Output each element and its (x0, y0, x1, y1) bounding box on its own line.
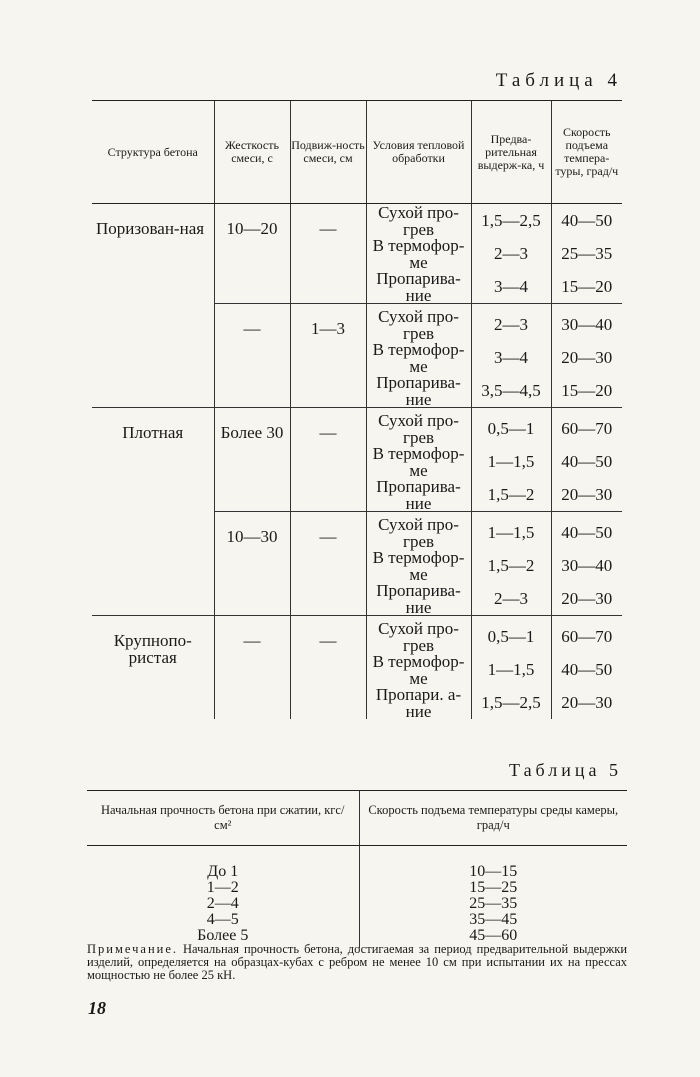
condition-line: ме (409, 252, 428, 272)
condition-line: грев (402, 219, 435, 239)
condition-line: грев (402, 531, 435, 551)
strength-value: 4—5 (206, 911, 239, 928)
rate-value: 35—45 (469, 911, 518, 928)
footnote-text: Начальная прочность бетона, достигаемая за период предварительной выдержки изделий, определяется на образцах-кубах с ребром не менее 10 см при испытании их на прессах мощностью не более 25 кН. (87, 942, 628, 982)
rate-value: 40—50 (561, 660, 613, 679)
condition-line: Сухой про- (378, 203, 459, 222)
structure-cell: Плотная (92, 408, 214, 616)
condition-line: ме (409, 668, 428, 688)
condition-line: Пропари. а- (375, 685, 462, 704)
rate-value: 20—30 (561, 485, 613, 504)
rate-value: 30—40 (561, 315, 613, 334)
rate-cell (551, 408, 622, 512)
condition-line: Пропарива- (376, 269, 461, 288)
condition-line: грев (402, 323, 435, 343)
stiffness-cell: Более 30 (214, 408, 290, 512)
hold-value: 1—1,5 (487, 523, 535, 542)
condition-line: В термофор- (372, 444, 465, 463)
rate-value: 15—20 (561, 277, 613, 296)
hold-cell (471, 204, 551, 304)
conditions-cell (366, 204, 471, 304)
hold-value: 1—1,5 (487, 452, 535, 471)
table-4 (92, 100, 622, 719)
rate-value: 20—30 (561, 348, 613, 367)
table-5 (87, 790, 627, 948)
rate-cell (551, 616, 622, 720)
condition-line: ние (405, 493, 432, 513)
condition-line: Сухой про- (378, 619, 459, 638)
hold-value: 3,5—4,5 (481, 381, 541, 400)
header-initial-strength: Начальная прочность бетона при сжатии, кгс/см² (87, 791, 359, 846)
table4-header-row (92, 101, 622, 204)
hold-value: 3—4 (494, 277, 528, 296)
strength-value: До 1 (207, 863, 239, 880)
rate-value: 60—70 (561, 419, 613, 438)
mobility-cell: — (290, 408, 366, 512)
rate-value: 20—30 (561, 589, 613, 608)
hold-value: 0,5—1 (487, 419, 535, 438)
rate-value: 40—50 (561, 523, 613, 542)
condition-line: ме (409, 460, 428, 480)
header-hold: Предва-рительная выдерж-ка, ч (471, 101, 551, 204)
rate-value: 60—70 (561, 627, 613, 646)
table5-header-row (87, 791, 627, 846)
table-row (87, 846, 627, 949)
strength-value: 1—2 (206, 879, 239, 896)
header-mobility: Подвиж-ность смеси, см (290, 101, 366, 204)
hold-value: 1,5—2 (487, 485, 535, 504)
hold-cell (471, 408, 551, 512)
stiffness-cell: — (214, 304, 290, 408)
mobility-cell: — (290, 616, 366, 720)
conditions-cell (366, 512, 471, 616)
strength-value: 2—4 (206, 895, 239, 912)
hold-value: 1,5—2,5 (481, 693, 541, 712)
condition-line: грев (402, 635, 435, 655)
condition-line: Пропарива- (376, 373, 461, 392)
condition-line: Сухой про- (378, 307, 459, 326)
rate-value: 20—30 (561, 693, 613, 712)
hold-value: 1,5—2,5 (481, 211, 541, 230)
condition-line: ние (405, 701, 432, 721)
table-row (92, 616, 622, 720)
hold-value: 1—1,5 (487, 660, 535, 679)
header-stiffness: Жесткость смеси, с (214, 101, 290, 204)
stiffness-cell: — (214, 616, 290, 720)
condition-line: Сухой про- (378, 411, 459, 430)
structure-cell: Поризован-ная (96, 219, 205, 238)
condition-line: Пропарива- (376, 581, 461, 600)
hold-cell (471, 304, 551, 408)
rate-value: 40—50 (561, 211, 613, 230)
rate-cell (551, 512, 622, 616)
mobility-cell: — (290, 512, 366, 616)
condition-line: ние (405, 389, 432, 409)
header-structure: Структура бетона (92, 101, 214, 204)
stiffness-cell: 10—20 (214, 204, 290, 304)
conditions-cell (366, 408, 471, 512)
table-row (92, 408, 622, 512)
page-number: 18 (88, 998, 106, 1018)
condition-line: грев (402, 427, 435, 447)
conditions-cell (366, 304, 471, 408)
rate-value: 25—35 (469, 895, 518, 912)
hold-value: 2—3 (494, 244, 528, 263)
structure-cell: Крупнопо-ристая (92, 616, 214, 720)
footnote-lead: Примечание. (87, 942, 179, 956)
rate-cell (551, 204, 622, 304)
hold-cell (471, 512, 551, 616)
header-temp-rate: Скорость подъема температуры среды камеры, град/ч (359, 791, 627, 846)
condition-line: Сухой про- (378, 515, 459, 534)
rate-cell (551, 304, 622, 408)
table5-title: Таблица 5 (509, 760, 622, 780)
conditions-cell (366, 616, 471, 720)
stiffness-cell: 10—30 (214, 512, 290, 616)
table-row (92, 204, 622, 304)
hold-cell (471, 616, 551, 720)
rate-value: 25—35 (561, 244, 613, 263)
condition-line: ние (405, 597, 432, 617)
strength-cell (87, 846, 359, 949)
rate-value: 15—20 (561, 381, 613, 400)
header-rate: Скорость подъема темпера-туры, град/ч (551, 101, 622, 204)
footnote (87, 943, 627, 982)
rate-value: 40—50 (561, 452, 613, 471)
hold-value: 2—3 (494, 589, 528, 608)
condition-line: В термофор- (372, 236, 465, 255)
condition-line: В термофор- (372, 652, 465, 671)
header-conditions: Условия тепловой обработки (366, 101, 471, 204)
condition-line: В термофор- (372, 340, 465, 359)
hold-value: 0,5—1 (487, 627, 535, 646)
condition-line: Пропарива- (376, 477, 461, 496)
hold-value: 2—3 (494, 315, 528, 334)
rate-cell (359, 846, 627, 949)
condition-line: ме (409, 356, 428, 376)
condition-line: ме (409, 564, 428, 584)
rate-value: 15—25 (469, 879, 518, 896)
condition-line: ние (405, 285, 432, 305)
condition-line: В термофор- (372, 548, 465, 567)
rate-value: 45—60 (469, 927, 518, 944)
table4-title: Таблица 4 (495, 70, 622, 91)
mobility-cell: 1—3 (290, 304, 366, 408)
hold-value: 1,5—2 (487, 556, 535, 575)
hold-value: 3—4 (494, 348, 528, 367)
rate-value: 10—15 (469, 863, 518, 880)
strength-value: Более 5 (197, 927, 249, 944)
mobility-cell: — (290, 204, 366, 304)
rate-value: 30—40 (561, 556, 613, 575)
